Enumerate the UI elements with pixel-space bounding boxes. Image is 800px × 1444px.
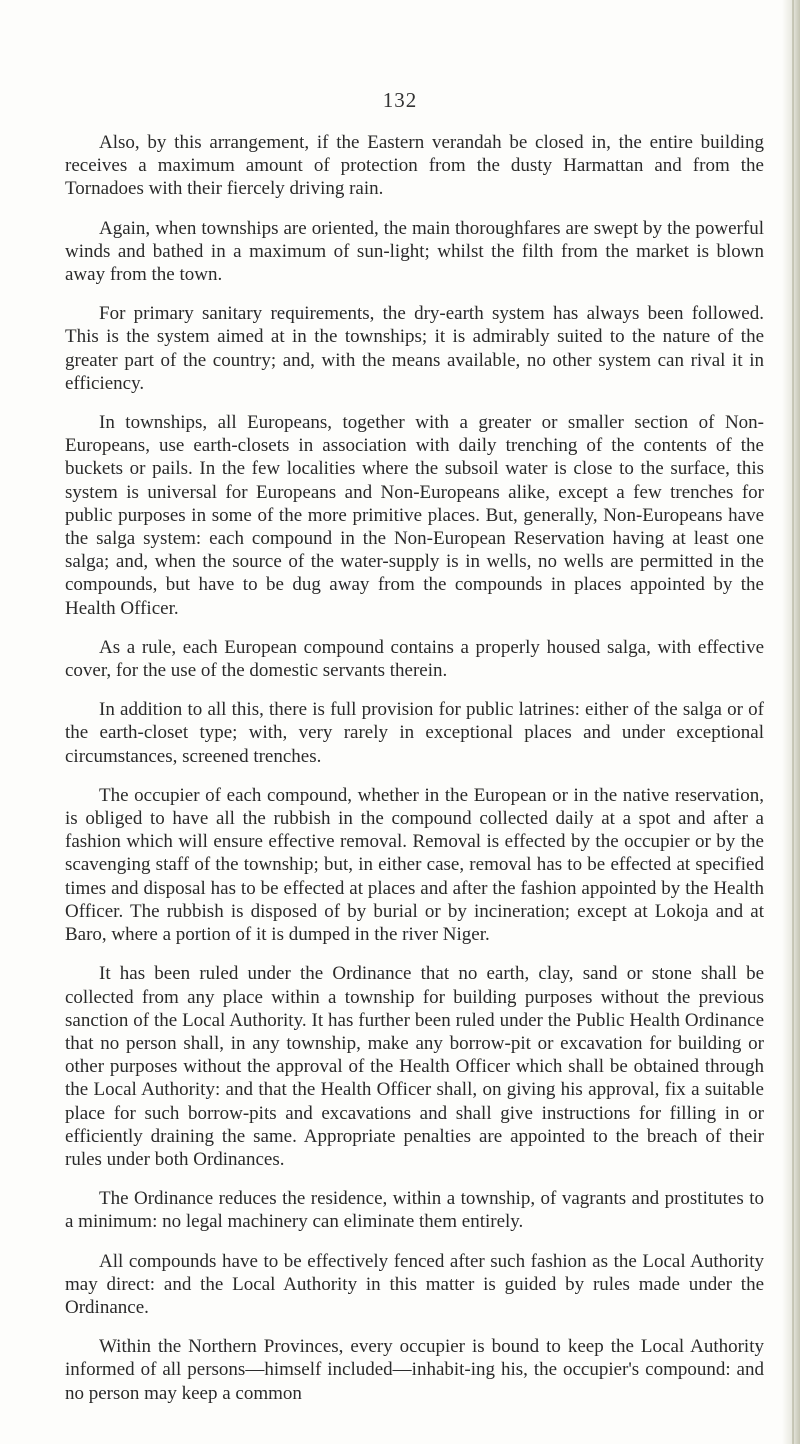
- paragraph-dry-earth-system: For primary sanitary requirements, the dry-earth system has always been followed. This is the system aimed at in the townships; it is admirably suited to the nature of the greater part of the country; and, with the means available, no other system can rival it in efficiency.: [65, 303, 764, 394]
- paragraph-european-compound: As a rule, each European compound contains a properly housed salga, with effective cover, for the use of the domestic servants therein.: [65, 636, 764, 682]
- page-edge-shadow: [782, 0, 800, 1444]
- paragraph-borrow-pits: It has been ruled under the Ordinance that no earth, clay, sand or stone shall be collected from any place within a township for building purposes without the previous sanction of the Local Authority. It has further been ruled under the Public Health Ordinance that no person shall, in any township, make any borrow-pit or excavation for building or other purposes without the approval of the Health Officer which shall be obtained through the Local Authority: and that the Health Officer shall, on giving his approval, fix a suitable place for such borrow-pits and excavations and shall give instructions for filling in or efficiently draining the same. Appropriate penalties are appointed to the breach of their rules under both Ordinances.: [65, 963, 764, 1170]
- page-number: 132: [382, 88, 418, 112]
- body-text: [65, 131, 764, 1421]
- page-edge-line: [792, 0, 794, 1444]
- paragraph-northern-provinces: Within the Northern Provinces, every occupier is bound to keep the Local Authority informed of all persons—himself included—inhabit-ing his, the occupier's compound: and no person may keep a common: [65, 1336, 764, 1404]
- paragraph-townships-oriented: Again, when townships are oriented, the main thoroughfares are swept by the powerful winds and bathed in a maximum of sun-light; whilst the filth from the market is blown away from the town.: [65, 217, 764, 286]
- paragraph-vagrants: The Ordinance reduces the residence, within a township, of vagrants and prostitutes to a minimum: no legal machinery can eliminate them entirely.: [65, 1188, 764, 1233]
- paragraph-fencing: All compounds have to be effectively fenced after such fashion as the Local Authority may direct: and the Local Authority in this matter is guided by rules made under the Ordinance.: [65, 1250, 764, 1318]
- paragraph-public-latrines: In addition to all this, there is full provision for public latrines: either of the salga or of the earth-closet type; with, very rarely in exceptional places and under exceptional circumstances, screened trenches.: [65, 699, 764, 767]
- paragraph-rubbish-removal: The occupier of each compound, whether in the European or in the native reservation, is obliged to have all the rubbish in the compound collected daily at a spot and after a fashion which will ensure effective removal. Removal is effected by the occupier or by the scavenging staff of the township; but, in either case, removal has to be effected at specified times and disposal has to be effected at places and after the fashion appointed by the Health Officer. The rubbish is disposed of by burial or by incineration; except at Lokoja and at Baro, where a portion of it is dumped in the river Niger.: [65, 784, 764, 946]
- paragraph-earth-closets: In townships, all Europeans, together with a greater or smaller section of Non-Europeans, use earth-closets in association with daily trenching of the contents of the buckets or pails. In the few localities where the subsoil water is close to the surface, this system is universal for Europeans and Non-Europeans alike, except a few trenches for public purposes in some of the more primitive places. But, generally, Non-Europeans have the salga system: each compound in the Non-European Reservation having at least one salga; and, when the source of the water-supply is in wells, no wells are permitted in the compounds, but have to be dug away from the compounds in places appointed by the Health Officer.: [65, 412, 764, 619]
- paragraph-verandah: Also, by this arrangement, if the Eastern verandah be closed in, the entire building receives a maximum amount of protection from the dusty Harmattan and from the Tornadoes with their fiercely driving rain.: [65, 132, 764, 200]
